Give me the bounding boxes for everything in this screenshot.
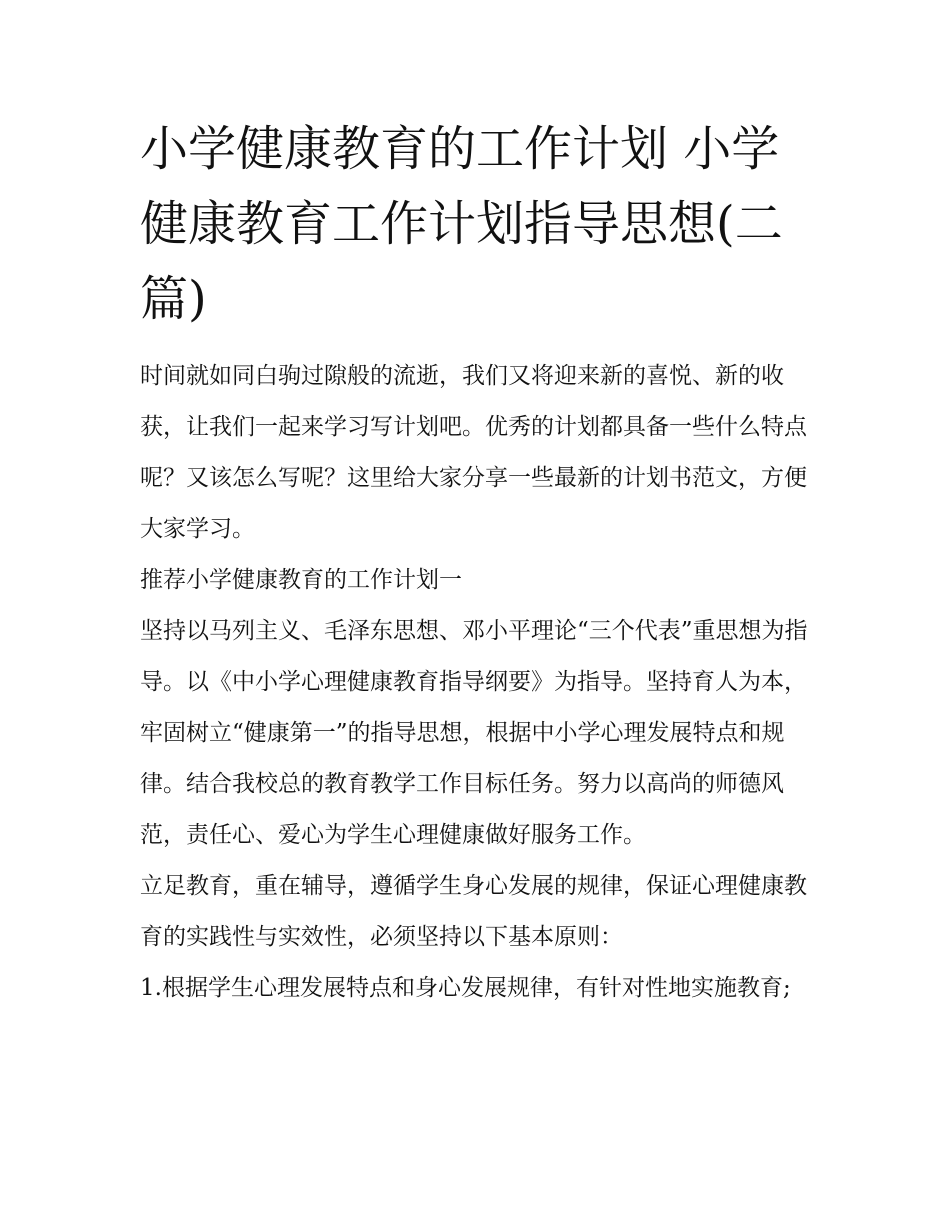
intro-paragraph: 时间就如同白驹过隙般的流逝，我们又将迎来新的喜悦、新的收获，让我们一起来学习写计划吧。优秀的计划都具备一些什么特点呢？又该怎么写呢？这里给大家分享一些最新的计划书范文，方便大家学习。 xyxy=(140,363,807,542)
principle-item-1: 1.根据学生心理发展特点和身心发展规律，有针对性地实施教育; xyxy=(140,975,791,1001)
document-body xyxy=(140,351,812,1014)
guiding-thought-paragraph: 坚持以马列主义、毛泽东思想、邓小平理论“三个代表”重思想为指导。以《中小学心理健康教育指导纲要》为指导。坚持育人为本，牢固树立“健康第一”的指导思想，根据中小学心理发展特点和规律。结合我校总的教育教学工作目标任务。努力以高尚的师德风范，责任心、爱心为学生心理健康做好服务工作。 xyxy=(140,618,808,848)
principles-intro-paragraph: 立足教育，重在辅导，遵循学生身心发展的规律，保证心理健康教育的实践性与实效性，必须坚持以下基本原则： xyxy=(140,873,807,950)
section-heading: 推荐小学健康教育的工作计划一 xyxy=(140,567,462,593)
document-page xyxy=(140,112,812,1014)
document-title: 小学健康教育的工作计划 小学健康教育工作计划指导思想(二篇) xyxy=(140,121,783,327)
